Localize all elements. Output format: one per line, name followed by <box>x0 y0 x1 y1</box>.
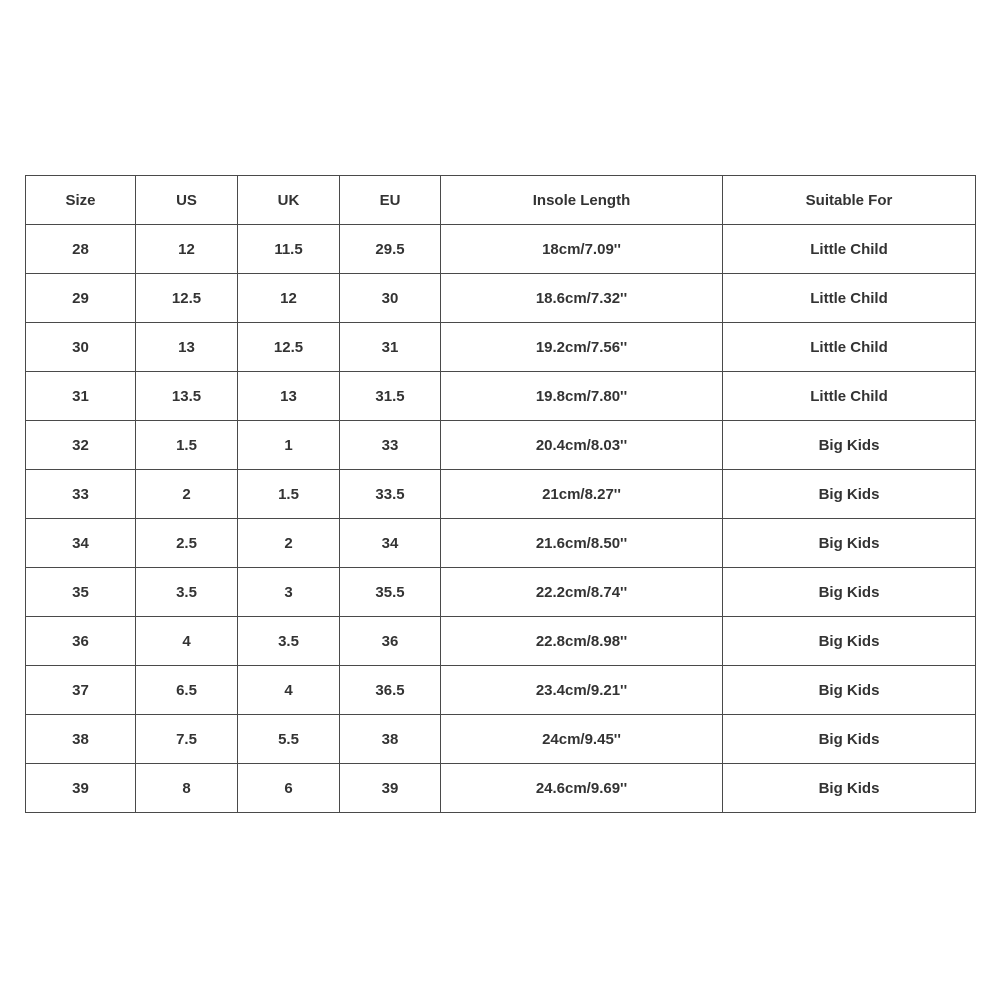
cell-insole-length: 22.2cm/8.74'' <box>441 568 723 617</box>
cell-uk: 12.5 <box>238 323 340 372</box>
cell-size: 36 <box>26 617 136 666</box>
cell-us: 2 <box>136 470 238 519</box>
cell-size: 35 <box>26 568 136 617</box>
cell-uk: 12 <box>238 274 340 323</box>
cell-suitable-for: Big Kids <box>723 519 976 568</box>
cell-us: 12.5 <box>136 274 238 323</box>
cell-suitable-for: Little Child <box>723 323 976 372</box>
table-row <box>26 764 976 813</box>
cell-size: 37 <box>26 666 136 715</box>
cell-size: 29 <box>26 274 136 323</box>
table-row <box>26 568 976 617</box>
cell-suitable-for: Big Kids <box>723 715 976 764</box>
cell-insole-length: 19.2cm/7.56'' <box>441 323 723 372</box>
table-row <box>26 470 976 519</box>
table-row <box>26 323 976 372</box>
cell-suitable-for: Big Kids <box>723 421 976 470</box>
cell-us: 2.5 <box>136 519 238 568</box>
table-row <box>26 666 976 715</box>
cell-size: 34 <box>26 519 136 568</box>
cell-size: 28 <box>26 225 136 274</box>
cell-suitable-for: Little Child <box>723 225 976 274</box>
cell-insole-length: 21.6cm/8.50'' <box>441 519 723 568</box>
cell-uk: 13 <box>238 372 340 421</box>
cell-suitable-for: Little Child <box>723 274 976 323</box>
cell-insole-length: 22.8cm/8.98'' <box>441 617 723 666</box>
cell-size: 30 <box>26 323 136 372</box>
cell-size: 31 <box>26 372 136 421</box>
cell-size: 32 <box>26 421 136 470</box>
table-row <box>26 519 976 568</box>
cell-eu: 31.5 <box>340 372 441 421</box>
cell-uk: 11.5 <box>238 225 340 274</box>
cell-uk: 1 <box>238 421 340 470</box>
cell-insole-length: 20.4cm/8.03'' <box>441 421 723 470</box>
table-body <box>26 225 976 813</box>
cell-insole-length: 18cm/7.09'' <box>441 225 723 274</box>
table-row <box>26 372 976 421</box>
header-us: US <box>136 176 238 225</box>
header-size: Size <box>26 176 136 225</box>
cell-insole-length: 24cm/9.45'' <box>441 715 723 764</box>
cell-eu: 30 <box>340 274 441 323</box>
cell-us: 12 <box>136 225 238 274</box>
cell-eu: 31 <box>340 323 441 372</box>
cell-size: 38 <box>26 715 136 764</box>
cell-suitable-for: Big Kids <box>723 470 976 519</box>
table-row <box>26 617 976 666</box>
cell-uk: 3.5 <box>238 617 340 666</box>
cell-uk: 2 <box>238 519 340 568</box>
cell-insole-length: 19.8cm/7.80'' <box>441 372 723 421</box>
cell-suitable-for: Big Kids <box>723 764 976 813</box>
table-row <box>26 225 976 274</box>
cell-us: 13.5 <box>136 372 238 421</box>
size-chart-table <box>25 175 976 813</box>
cell-eu: 35.5 <box>340 568 441 617</box>
cell-suitable-for: Big Kids <box>723 568 976 617</box>
cell-eu: 33 <box>340 421 441 470</box>
cell-insole-length: 23.4cm/9.21'' <box>441 666 723 715</box>
header-eu: EU <box>340 176 441 225</box>
header-insole-length: Insole Length <box>441 176 723 225</box>
cell-suitable-for: Big Kids <box>723 666 976 715</box>
cell-insole-length: 18.6cm/7.32'' <box>441 274 723 323</box>
header-uk: UK <box>238 176 340 225</box>
cell-us: 4 <box>136 617 238 666</box>
cell-eu: 29.5 <box>340 225 441 274</box>
cell-eu: 36.5 <box>340 666 441 715</box>
cell-eu: 34 <box>340 519 441 568</box>
header-suitable-for: Suitable For <box>723 176 976 225</box>
cell-eu: 39 <box>340 764 441 813</box>
cell-us: 3.5 <box>136 568 238 617</box>
table-row <box>26 715 976 764</box>
cell-us: 6.5 <box>136 666 238 715</box>
table-row <box>26 421 976 470</box>
cell-eu: 38 <box>340 715 441 764</box>
table-row <box>26 274 976 323</box>
cell-us: 1.5 <box>136 421 238 470</box>
cell-size: 39 <box>26 764 136 813</box>
cell-uk: 5.5 <box>238 715 340 764</box>
cell-uk: 3 <box>238 568 340 617</box>
cell-size: 33 <box>26 470 136 519</box>
table-header <box>26 176 976 225</box>
header-row <box>26 176 976 225</box>
cell-insole-length: 24.6cm/9.69'' <box>441 764 723 813</box>
cell-uk: 1.5 <box>238 470 340 519</box>
cell-eu: 33.5 <box>340 470 441 519</box>
cell-us: 13 <box>136 323 238 372</box>
cell-uk: 4 <box>238 666 340 715</box>
cell-suitable-for: Little Child <box>723 372 976 421</box>
cell-us: 8 <box>136 764 238 813</box>
cell-eu: 36 <box>340 617 441 666</box>
cell-insole-length: 21cm/8.27'' <box>441 470 723 519</box>
cell-us: 7.5 <box>136 715 238 764</box>
cell-uk: 6 <box>238 764 340 813</box>
cell-suitable-for: Big Kids <box>723 617 976 666</box>
